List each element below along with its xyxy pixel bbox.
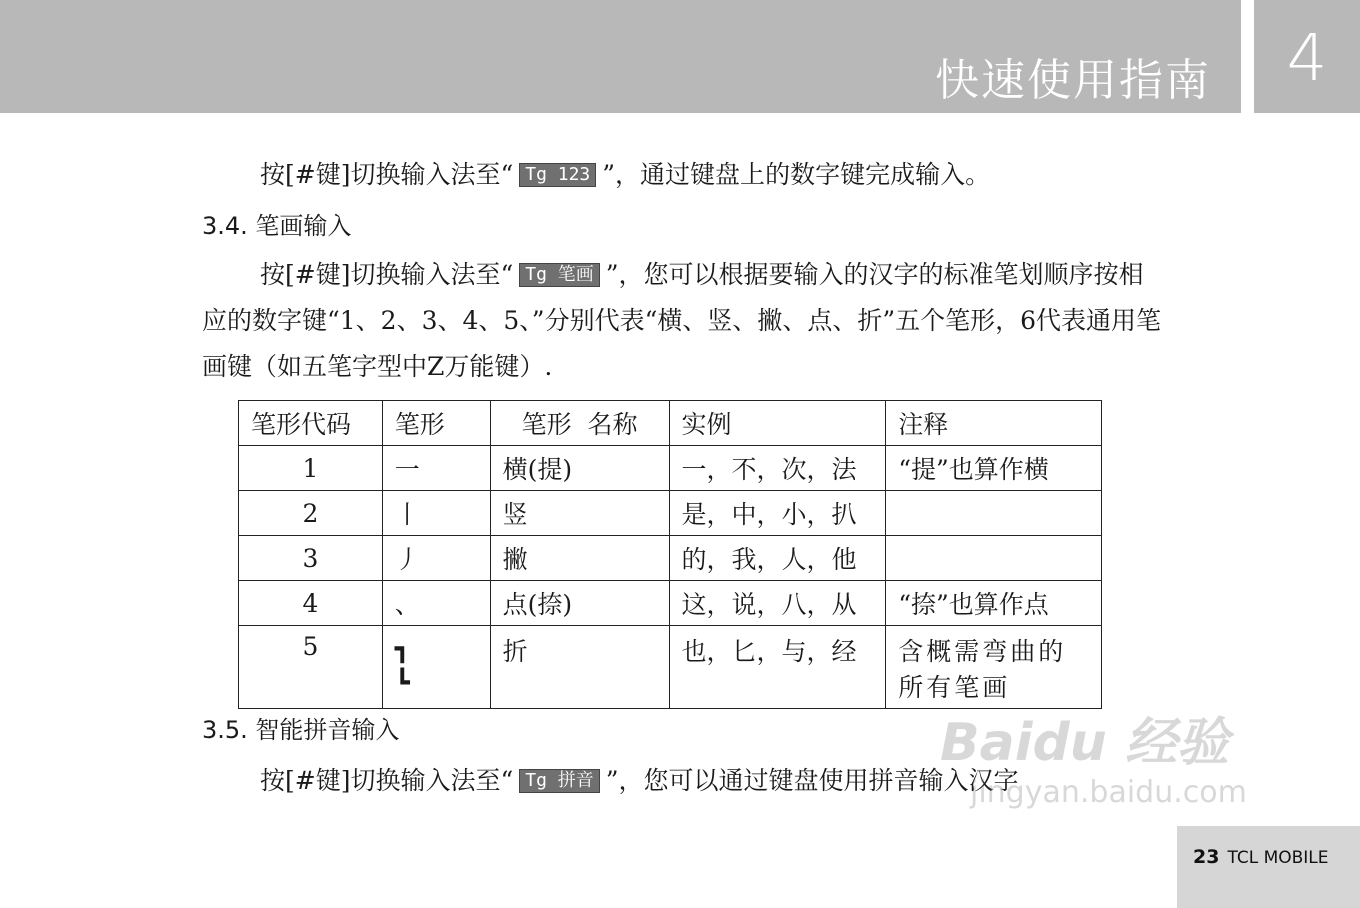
code-cell: 3 <box>239 536 383 581</box>
paragraph-stroke-input <box>202 252 1162 390</box>
brand-label: TCL MOBILE <box>1227 848 1329 868</box>
table-row <box>239 581 1102 626</box>
example-cell: 一，不，次，法 <box>669 446 886 491</box>
input-mode-badge-123: Tg 123 <box>519 163 596 187</box>
header-cell: 实例 <box>669 401 886 446</box>
header-cell: 笔形 <box>382 401 490 446</box>
code-cell: 2 <box>239 491 383 536</box>
footer-text <box>1193 846 1329 868</box>
table-row <box>239 446 1102 491</box>
chapter-number: 4 <box>1286 22 1328 96</box>
name-cell: 横(提) <box>490 446 669 491</box>
watermark <box>940 700 1247 810</box>
page-number: 23 <box>1193 846 1220 868</box>
page-title: 快速使用指南 <box>935 55 1211 106</box>
name-cell: 点(捺) <box>490 581 669 626</box>
text: 按[#键]切换输入法至“ <box>260 260 514 289</box>
section-heading-stroke: 3.4. 笔画输入 <box>202 212 352 240</box>
table-header-row <box>239 401 1102 446</box>
fold-stroke-glyph-a: ┓ <box>394 634 410 663</box>
name-cell: 竖 <box>490 491 669 536</box>
table-row <box>239 626 1102 709</box>
code-cell: 1 <box>239 446 383 491</box>
header-cell: 注释 <box>886 401 1102 446</box>
watermark-url: jingyan.baidu.com <box>970 775 1247 810</box>
table-row <box>239 536 1102 581</box>
example-cell: 的，我，人，他 <box>669 536 886 581</box>
shape-cell: 、 <box>382 581 490 626</box>
header-cell: 笔形 名称 <box>490 401 669 446</box>
fold-stroke-glyph-b: ┗ <box>394 668 410 697</box>
example-cell: 这，说，八，从 <box>669 581 886 626</box>
table-row <box>239 491 1102 536</box>
note-cell <box>886 536 1102 581</box>
text: 按[#键]切换输入法至“ <box>260 766 514 795</box>
note-cell: “提”也算作横 <box>886 446 1102 491</box>
code-cell: 4 <box>239 581 383 626</box>
note-cell <box>886 491 1102 536</box>
footer <box>1177 826 1360 908</box>
text: ”，您可以通过键盘使用拼音输入汉字 <box>605 766 1019 795</box>
input-mode-badge-pinyin: Tg 拼音 <box>519 769 600 793</box>
input-mode-badge-stroke: Tg 笔画 <box>519 263 600 287</box>
shape-cell <box>382 626 490 709</box>
header-cell: 笔形代码 <box>239 401 383 446</box>
shape-cell: 丿 <box>382 536 490 581</box>
text: ”，通过键盘上的数字键完成输入。 <box>602 160 991 189</box>
name-cell: 撇 <box>490 536 669 581</box>
text: ”，您可以根据要输入的汉字的标准笔划顺序按相应的数字键“1、2、3、4、5、”分别代表“横、竖、撇、点、折”五个笔形，6代表通用笔画键（如五笔字型中Z万能键）. <box>202 260 1162 381</box>
name-cell: 折 <box>490 626 669 709</box>
watermark-logo: Baidu 经验 <box>940 713 1229 773</box>
code-cell: 5 <box>239 626 383 709</box>
shape-cell: 丨 <box>382 491 490 536</box>
stroke-table <box>238 400 1102 709</box>
header-band <box>0 0 1241 113</box>
example-cell: 是，中，小，扒 <box>669 491 886 536</box>
chapter-box <box>1254 0 1360 113</box>
note-cell: 含概需弯曲的所有笔画 <box>886 626 1102 709</box>
paragraph-digit-input <box>202 152 1162 198</box>
text: 按[#键]切换输入法至“ <box>260 160 514 189</box>
section-heading-pinyin: 3.5. 智能拼音输入 <box>202 716 400 744</box>
shape-cell: 一 <box>382 446 490 491</box>
example-cell: 也，匕，与，经 <box>669 626 886 709</box>
note-cell: “捺”也算作点 <box>886 581 1102 626</box>
